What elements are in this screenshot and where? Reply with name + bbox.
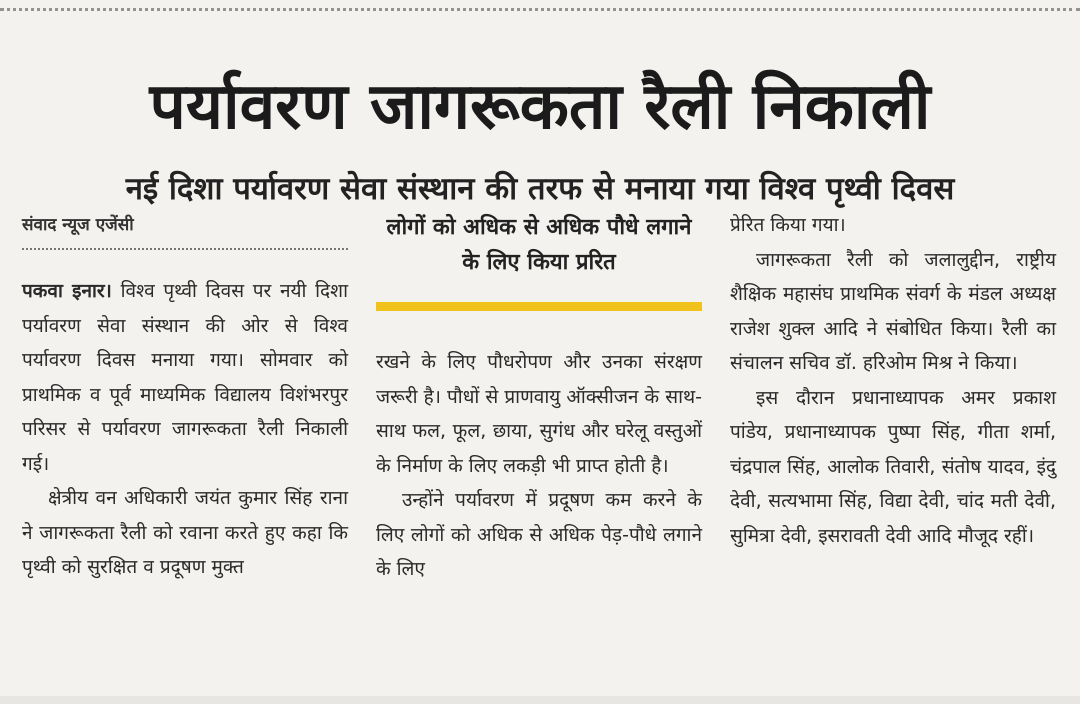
subheadline: नई दिशा पर्यावरण सेवा संस्थान की तरफ से मनाया गया विश्व पृथ्वी दिवस — [125, 170, 955, 207]
paragraph-text: विश्व पृथ्वी दिवस पर नयी दिशा पर्यावरण सेवा संस्थान की ओर से विश्व पर्यावरण दिवस मनाया गया। सोमवार को प्राथमिक व पूर्व माध्यमिक विद्यालय विशंभरपुर परिसर से पर्यावरण जागरूकता रैली निकाली गई। — [22, 280, 348, 475]
column-1 — [22, 208, 348, 585]
paragraph: जागरूकता रैली को जलालुद्दीन, राष्ट्रीय शैक्षिक महासंघ प्राथमिक संवर्ग के मंडल अध्यक्ष राजेश शुक्ल आदि ने संबोधित किया। रैली का संचालन सचिव डॉ. हरिओम मिश्र ने किया। — [730, 248, 1056, 374]
paragraph: इस दौरान प्रधानाध्यापक अमर प्रकाश पांडेय, प्रधानाध्यापक पुष्पा सिंह, गीता शर्मा, चंद्रपाल सिंह, आलोक तिवारी, संतोष यादव, इंदु देवी, सत्यभामा सिंह, विद्या देवी, चांद मती देवी, सुमित्रा देवी, इसरावती देवी आदि मौजूद रहीं। — [730, 386, 1056, 547]
paragraph: क्षेत्रीय वन अधिकारी जयंत कुमार सिंह राना ने जागरूकता रैली को रवाना करते हुए कहा कि पृथ्वी को सुरक्षित व प्रदूषण मुक्त — [22, 487, 348, 578]
clipped-top-text — [0, 0, 1080, 11]
paragraph: प्रेरित किया गया। — [730, 214, 846, 236]
highlight-bar — [376, 302, 702, 311]
paragraph: उन्होंने पर्यावरण में प्रदूषण कम करने के लिए लोगों को अधिक से अधिक पेड़-पौधे लगाने के लिए — [376, 489, 702, 580]
column-3 — [730, 208, 1056, 553]
paragraph — [22, 274, 348, 481]
paragraph: रखने के लिए पौधरोपण और उनका संरक्षण जरूरी है। पौधों से प्राणवायु ऑक्सीजन के साथ-साथ फल, फूल, छाया, सुगंध और घरेलू वस्तुओं के निर्माण के लिए लकड़ी भी प्राप्त होती है। — [376, 351, 702, 477]
headline: पर्यावरण जागरूकता रैली निकाली — [149, 69, 931, 144]
pull-quote: लोगों को अधिक से अधिक पौधे लगाने के लिए किया प्ररित — [386, 215, 692, 275]
column-2 — [376, 208, 702, 587]
dateline: पकवा इनार। — [22, 280, 112, 302]
clipped-bottom-edge — [0, 696, 1080, 704]
byline: संवाद न्यूज एजेंसी — [22, 208, 348, 250]
